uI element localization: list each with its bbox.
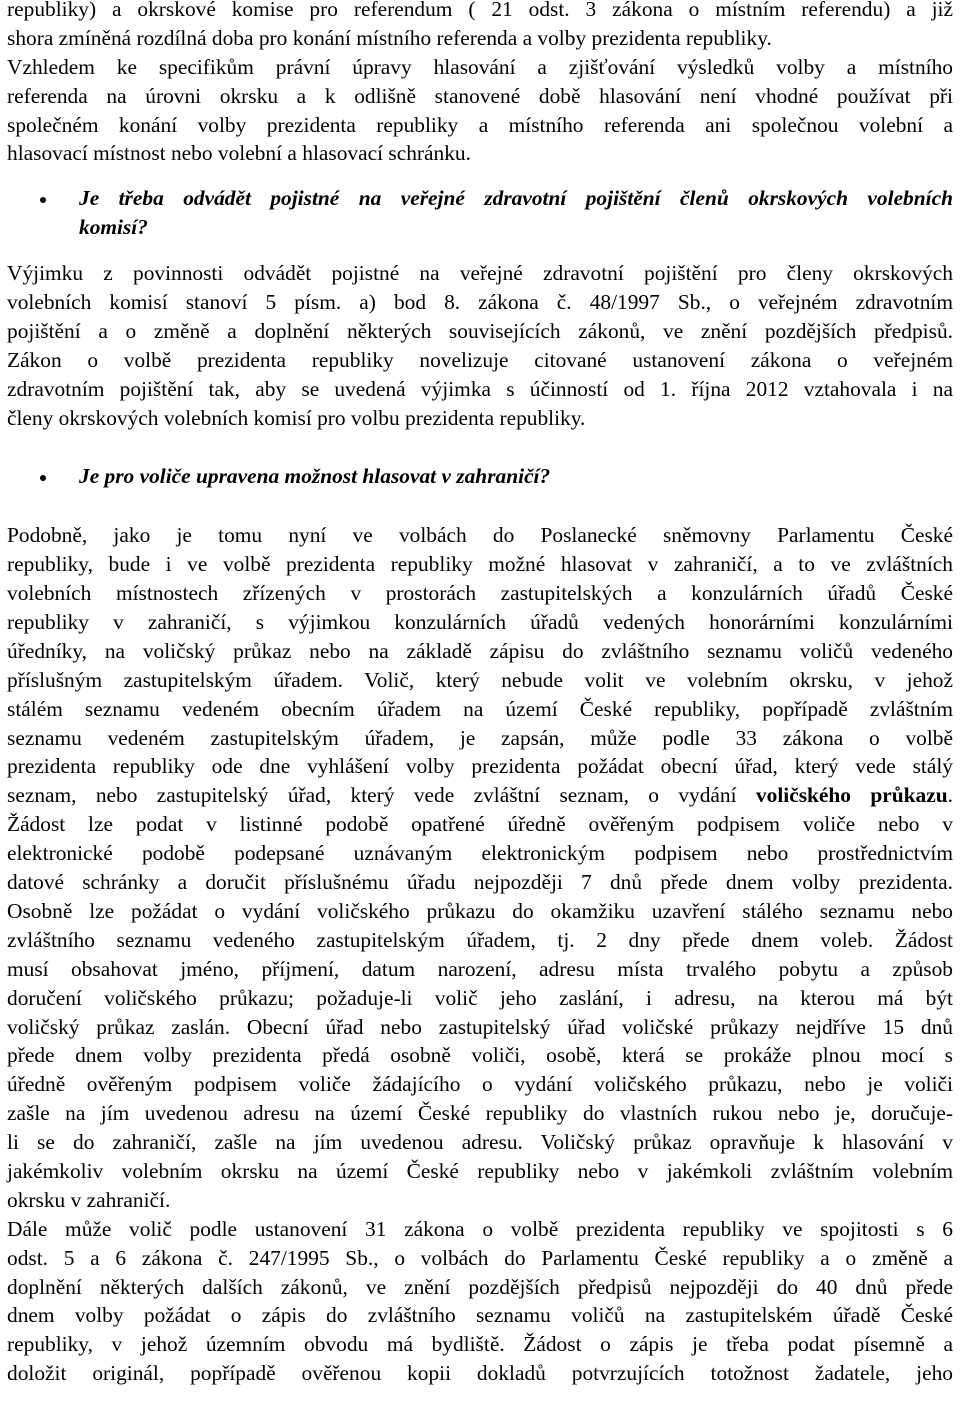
text-line: zvláštního seznamu vedeného zastupitelským úřadem, tj. 2 dny přede dnem voleb. Žádost [7, 927, 953, 952]
text-line: doložit originál, popřípadě ověřenou kopii dokladů potvrzujících totožnost žadatele, jeho [7, 1361, 953, 1386]
text-line: volebních místnostech zřízených v prostorách zastupitelských a konzulárních úřadů České [7, 581, 953, 606]
text-line: shora zmíněná rozdílná doba pro konání místního referenda a volby prezidenta republiky. [7, 25, 772, 50]
paragraph-special-list [7, 1215, 953, 1388]
text-line: seznamu vedeném zastupitelským úřadem, je zapsán, může podle 33 zákona o volbě [7, 725, 953, 750]
heading-line: komisí? [79, 215, 148, 240]
text-line: úředně ověřeným podpisem voliče žádajícího o vydání voličského průkazu, nebo je voliči [7, 1072, 953, 1097]
text-line: Výjimku z povinnosti odvádět pojistné na veřejné zdravotní pojištění pro členy okrskových [7, 261, 953, 286]
text-line: elektronické podobě podepsané uznávaným elektronickým podpisem nebo prostřednictvím [7, 841, 953, 866]
text-line: společném konání volby prezidenta republiky a místního referenda ani společnou volební a [7, 112, 953, 137]
text-line: Osobně lze požádat o vydání voličského průkazu do okamžiku uzavření stálého seznamu nebo [7, 898, 953, 923]
text-line: úředníky, na voličský průkaz nebo na základě zápisu do zvláštního seznamu voličů vedeného [7, 638, 953, 663]
heading-line: Je třeba odvádět pojistné na veřejné zdravotní pojištění členů okrskových volebních [79, 186, 953, 211]
text-line: zašle na jím uvedenou adresu na území České republiky do vlastních rukou nebo je, doručuje- [7, 1101, 953, 1126]
text-line: jakémkoliv volebním okrsku na území České republiky nebo v jakémkoli zvláštním volebním [7, 1158, 953, 1183]
bullet-icon [7, 462, 79, 491]
text-line: pojištění a o změně a doplnění některých souvisejících zákonů, ve znění pozdějších předpisů. [7, 318, 953, 343]
text-line: republiky v zahraničí, s výjimkou konzulárních úřadů vedených honorárními konzulárními [7, 610, 953, 635]
text-line: Dále může volič podle ustanovení 31 zákona o volbě prezidenta republiky ve spojitosti s 6 [7, 1216, 953, 1241]
text-line: Žádost lze podat v listinné podobě opatřené úředně ověřeným podpisem voliče nebo v [7, 812, 953, 837]
text-line: okrsku v zahraničí. [7, 1187, 171, 1212]
text-line: odst. 5 a 6 zákona č. 247/1995 Sb., o volbách do Parlamentu České republiky a o změně a [7, 1245, 953, 1270]
bullet-icon [7, 184, 79, 213]
text-line: datové schránky a doručit příslušnému úřadu nejpozději 7 dnů přede dnem volby prezidenta. [7, 870, 953, 895]
text-line: přede dnem volby prezidenta předá osobně voliči, osobě, která se prokáže plnou mocí s [7, 1043, 953, 1068]
text-line: Podobně, jako je tomu nyní ve volbách do Poslanecké sněmovny Parlamentu České [7, 523, 953, 548]
text-line: voličský průkaz zaslán. Obecní úřad nebo zastupitelský úřad voličské průkazy nejdříve 15 dnů [7, 1014, 953, 1039]
text-line: hlasovací místnost nebo volební a hlasovací schránku. [7, 141, 471, 166]
paragraph-insurance [7, 259, 953, 432]
text-line: republiky, v jehož územním obvodu má bydliště. Žádost o zápis je třeba podat písemně a [7, 1332, 953, 1357]
text-line: prezidenta republiky ode dne vyhlášení volby prezidenta požádat obecní úřad, který vede stálý [7, 754, 953, 779]
text-line: zdravotním pojištění tak, aby se uvedená výjimka s účinností od 1. října 2012 vztahovala i na [7, 376, 953, 401]
question-heading-insurance [7, 184, 953, 242]
text-line: referenda na úrovni okrsku a k odlišně stanovené době hlasování není vhodné používat při [7, 83, 953, 108]
text-line: li se do zahraničí, zašle na jím uvedenou adresu. Voličský průkaz opravňuje k hlasování v [7, 1130, 953, 1155]
heading-line: Je pro voliče upravena možnost hlasovat v zahraničí? [79, 464, 551, 489]
text-line: Zákon o volbě prezidenta republiky novelizuje citované ustanovení zákona o veřejném [7, 347, 953, 372]
text-line: republiky) a okrskové komise pro referendum ( 21 odst. 3 zákona o místním referendu) a již [7, 0, 953, 21]
text-run: seznam, nebo zastupitelský úřad, který vede zvláštní seznam, o vydání [7, 783, 756, 808]
text-line [7, 781, 953, 810]
text-line: musí obsahovat jméno, příjmení, datum narození, adresu místa trvalého pobytu a způsob [7, 956, 953, 981]
text-line: Vzhledem ke specifikům právní úpravy hlasování a zjišťování výsledků volby a místního [7, 54, 953, 79]
paragraph-voting-abroad [7, 521, 953, 1214]
text-line: volebních komisí stanoví 5 písm. a) bod 8. zákona č. 48/1997 Sb., o veřejném zdravotním [7, 290, 953, 315]
text-line: členy okrskových volebních komisí pro volbu prezidenta republiky. [7, 405, 586, 430]
text-run: . [947, 783, 953, 808]
question-heading-abroad [7, 462, 953, 491]
bold-term-voter-card: voličského průkazu [755, 783, 948, 808]
text-line: stálém seznamu vedeném obecním úřadem na území České republiky, popřípadě zvláštním [7, 696, 953, 721]
text-line: příslušným zastupitelským úřadem. Volič, který nebude volit ve volebním okrsku, v jehož [7, 667, 953, 692]
text-line: doručení voličského průkazu; požaduje-li volič jeho zaslání, i adresu, na kterou má být [7, 985, 953, 1010]
text-line: dnem volby požádat o zápis do zvláštního seznamu voličů na zastupitelském úřadě České [7, 1303, 953, 1328]
text-line: doplnění některých dalších zákonů, ve znění pozdějších předpisů nejpozději do 40 dnů přede [7, 1274, 953, 1299]
paragraph-referendum [7, 0, 953, 168]
text-line: republiky, bude i ve volbě prezidenta republiky možné hlasovat v zahraničí, a to ve zvláštních [7, 552, 953, 577]
